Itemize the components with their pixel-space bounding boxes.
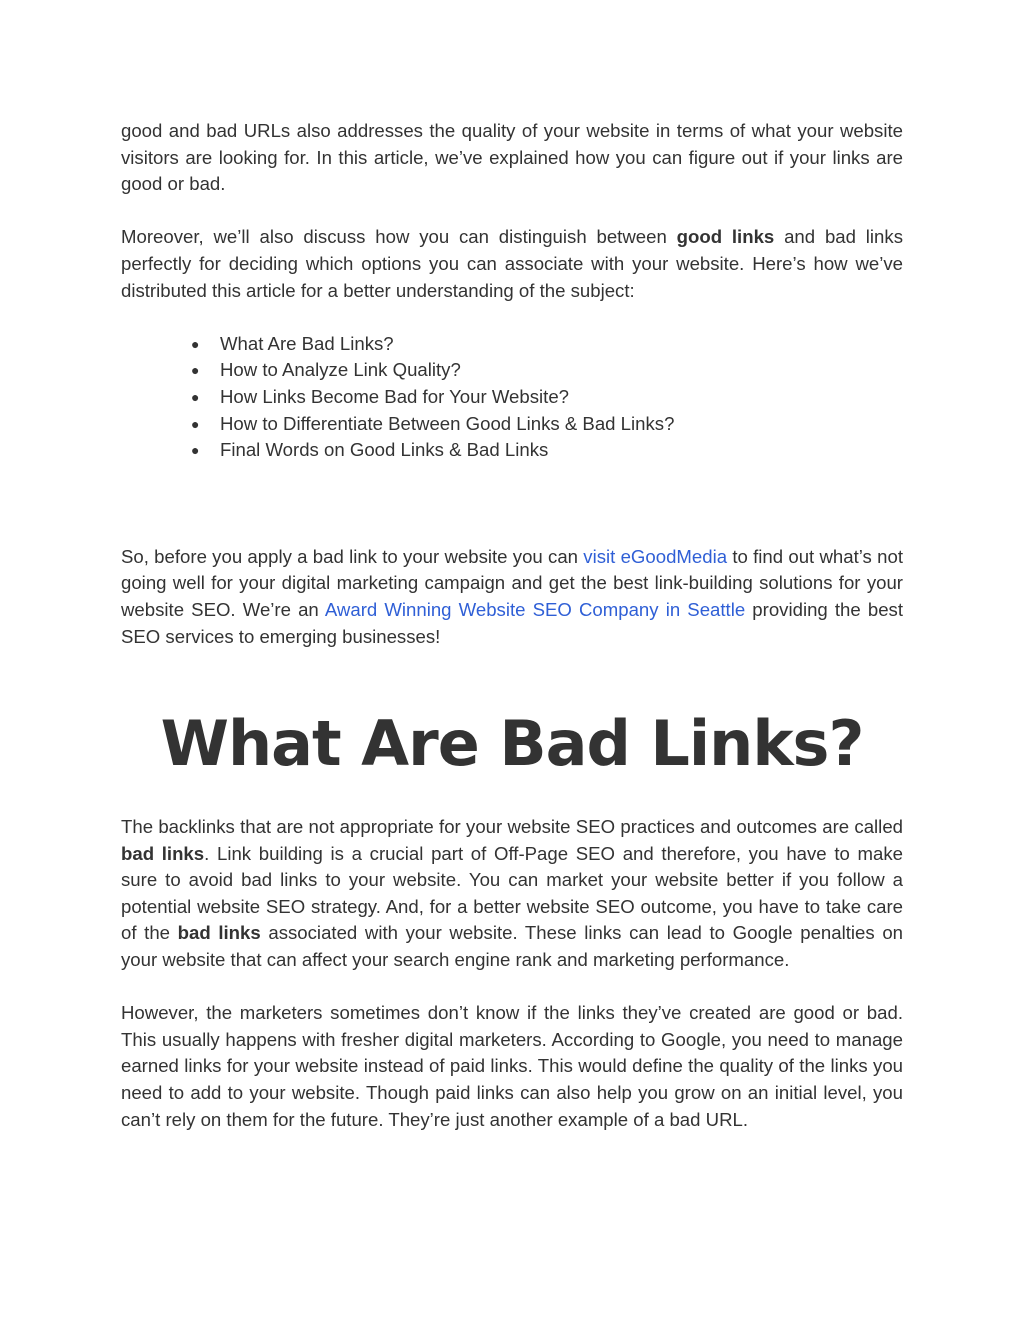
section-paragraph-2: However, the marketers sometimes don’t know if the links they’ve created are good or bad. This usually happens with fresher digital marketers. According to Google, you need to manage earned links for your website instead of paid links. This would define the quality of the links you need to add to your website. Though paid links can also help you grow on an initial level, you can’t rely on them for the future. They’re just another example of a bad URL.	[121, 1002, 903, 1130]
bullet-icon: ●	[191, 362, 200, 379]
list-item-label: Final Words on Good Links & Bad Links	[220, 439, 549, 461]
good-links-bold: good links	[676, 226, 775, 248]
list-item	[121, 437, 903, 464]
promo-text-3: providing the best SEO services to emerging businesses!	[121, 598, 904, 647]
table-of-contents-list	[121, 331, 903, 464]
list-item	[121, 384, 903, 411]
promo-text-2: to find out what’s not going well for your digital marketing campaign and get the best link-building solutions for your website SEO. We’re an	[121, 545, 903, 620]
list-item-label: What Are Bad Links?	[220, 332, 394, 354]
list-item	[121, 411, 903, 438]
list-item-label: How to Analyze Link Quality?	[220, 359, 461, 381]
bullet-icon: ●	[191, 388, 200, 405]
bullet-icon: ●	[191, 442, 200, 459]
intro-p2-text-end: and bad links perfectly for deciding which options you can associate with your website. Here’s how we’ve distributed this article for a better understanding of the subject:	[121, 226, 903, 301]
intro-paragraph-2	[121, 224, 903, 304]
list-item-label: How Links Become Bad for Your Website?	[220, 385, 569, 407]
promo-paragraph	[121, 544, 903, 650]
bullet-icon: ●	[191, 335, 200, 352]
list-item-label: How to Differentiate Between Good Links & Bad Links?	[220, 412, 675, 434]
section-heading: What Are Bad Links?	[160, 707, 864, 781]
seo-company-seattle-link[interactable]: Award Winning Website SEO Company in Seattle	[324, 598, 746, 620]
document-page	[121, 118, 903, 1133]
section-p1-text-d: associated with your website. These links can lead to Google penalties on your website that can affect your search engine rank and marketing performance.	[121, 922, 903, 971]
intro-p2-text-start: Moreover, we’ll also discuss how you can distinguish between	[121, 226, 677, 248]
bad-links-bold-2: bad links	[177, 922, 261, 944]
bullet-icon: ●	[191, 415, 200, 432]
list-item	[121, 331, 903, 358]
section-p1-text-a: The backlinks that are not appropriate for your website SEO practices and outcomes are called	[121, 816, 903, 838]
visit-egoodmedia-link[interactable]: visit eGoodMedia	[583, 545, 728, 567]
section-p1-text-c: . Link building is a crucial part of Off-Page SEO and therefore, you have to make sure to avoid bad links to your website. You can market your website better if you follow a potential website SEO strategy. And, for a better website SEO outcome, you have to take care of the	[121, 842, 903, 944]
intro-paragraph-1: good and bad URLs also addresses the quality of your website in terms of what your website visitors are looking for. In this article, we’ve explained how you can figure out if your links are good or bad.	[121, 120, 903, 195]
promo-text-1: So, before you apply a bad link to your website you can	[121, 545, 584, 567]
list-item	[121, 357, 903, 384]
section-paragraph-1	[121, 814, 903, 974]
bad-links-bold-1: bad links	[121, 842, 205, 864]
